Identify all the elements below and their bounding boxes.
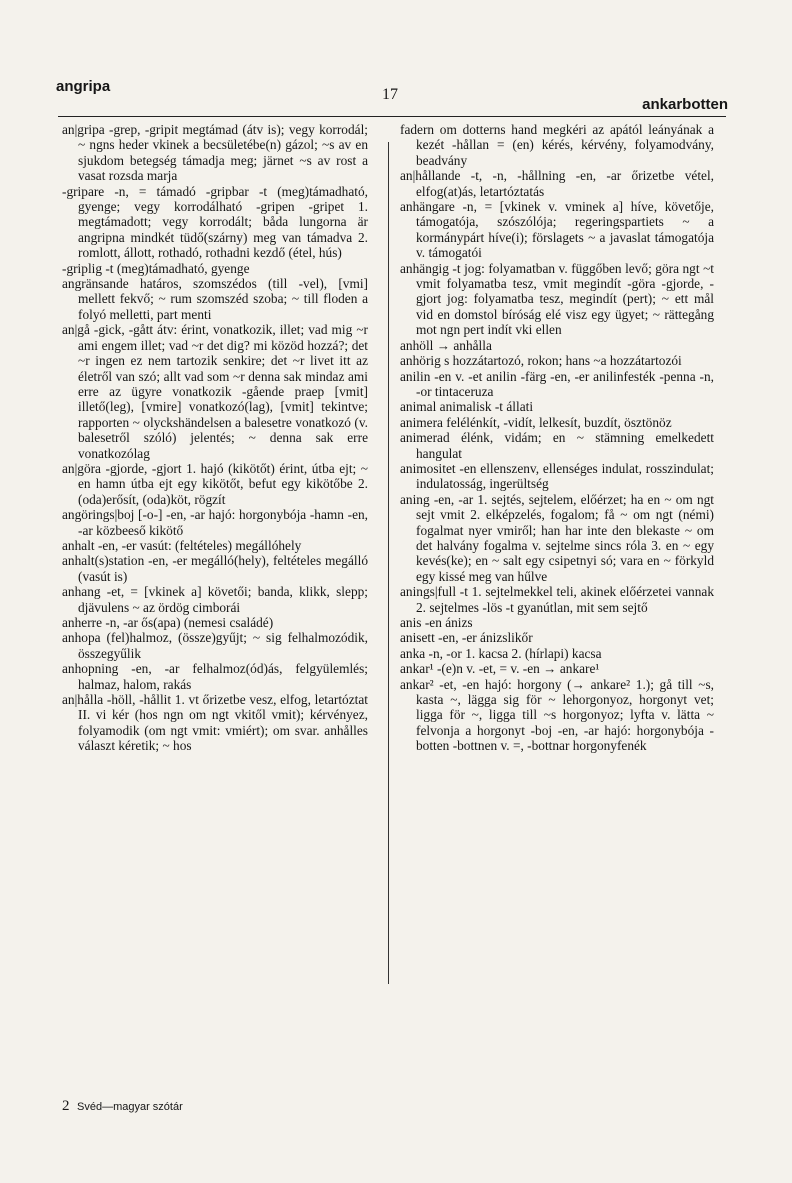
dictionary-entry: anhopning -en, -ar felhalmoz(ód)ás, felgyülemlés; halmaz, halom, rakás [62,661,368,692]
dictionary-entry: anhalt -en, -er vasút: (feltételes) megállóhely [62,537,302,553]
dictionary-entry: animal animalisk -t állati [400,399,534,415]
dictionary-entry: angränsande határos, szomszédos (till -vel), [vmi] mellett fekvő; ~ rum szomszéd szoba; ~ till floden a folyó melletti, part menti [62,276,368,322]
dictionary-entry: -griplig -t (meg)támadható, gyenge [62,260,250,276]
dictionary-entry: an|gå -gick, -gått átv: érint, vonatkozik, illet; vad mig ~r ami engem illet; vad ~r det dig? mi közöd hozzá?; det ~r ingen ez nem tartozik senkire; det ~r livet itt az életről van szó; allt vad som ~r denna sak mindaz ami erre az ügyre vonatkozik -gående praep [vmit] illető(leg), [vmire] vonatkozó(lag), [vmit] tekintve; rapporten ~ olyckshändelsen a balesetre vonatkozó (v. balesetről szóló) jelentés; ~ denna sak erre vonatkozólag [62,322,368,461]
dictionary-entry: angörings|boj [-o-] -en, -ar hajó: horgonybója -hamn -en, -ar közbeeső kikötő [62,507,368,538]
dictionary-entry: an|hålla -höll, -hållit 1. vt őrizetbe vesz, elfog, letartóztat II. vi kér (hos ngn om ngt vkitől vmit); kérvényez, folyamodik (om ngt vmit: vmiért); om svar. anhålles választ kéretik; ~ hos [62,692,368,754]
dictionary-entry: anhang -et, = [vkinek a] követői; banda, klikk, slepp; djävulens ~ az ördög cimborái [62,584,368,615]
signature-number: 2 [62,1098,70,1114]
left-guideword: angripa [56,78,111,95]
page-number: 17 [382,86,398,103]
dictionary-entry: ankar² -et, -en hajó: horgony (→ ankare² 1.); gå till ~s, kasta ~, lägga sig för ~ lehorgonyoz, horgonyt vet; ligga för ~, ligga till ~s horgonyoz; lyfta v. lätta ~ felvonja a horgonyt -boj -en, -ar hajó: horgonybója -botten -bottnen v. =, -bottnar horgonyfenék [400,676,714,754]
dictionary-entry: anings|full -t 1. sejtelmekkel teli, akinek előérzetei vannak 2. sejtelmes -lös -t gyanútlan, mit sem sejtő [400,584,714,615]
dictionary-entry: animerad élénk, vidám; en ~ stämning emelkedett hangulat [400,430,714,461]
dictionary-entry: -gripare -n, = támadó -gripbar -t (meg)támadható, gyenge; vegy korrodálható -gripen -gripet 1. megtámadott; vegy korrodált; båda lungorna är angripna mindkét tüdő(szárny) meg van támadva 2. romlott, állott, rothadó, rothadni kezdő (étel, hús) [62,183,368,261]
dictionary-entry: anhängare -n, = [vkinek v. vminek a] híve, követője, támogatója, szószólója; regeringspartiets ~ a kormánypárt híve(i); förslagets ~ a javaslat támogatója v. támogatói [400,199,714,261]
dictionary-entry: fadern om dotterns hand megkéri az apától leányának a kezét -hållan = (en) kérés, kérvény, folyamodvány, beadvány [400,122,714,168]
dictionary-entry: an|göra -gjorde, -gjort 1. hajó (kikötőt) érint, útba ejt; ~ en hamn útba ejt egy kikötőt, befut egy kikötőbe 2. (oda)erősít, (oda)köt, rögzít [62,460,368,507]
dictionary-entry: animositet -en ellenszenv, ellenséges indulat, rosszindulat; indulatosság, ingerültség [400,460,714,492]
signature-title: Svéd—magyar szótár [77,1101,183,1113]
dictionary-entry: anis -en ánizs [400,615,473,630]
dictionary-entry: anka -n, -or 1. kacsa 2. (hírlapi) kacsa [400,645,602,661]
right-guideword: ankarbotten [642,96,728,113]
dictionary-entry: anisett -en, -er ánizslikőr [400,630,533,646]
sheet-signature [62,1098,183,1115]
dictionary-entry: anilin -en v. -et anilin -färg -en, -er anilinfesték -penna -n, -or tintaceruza [400,368,714,399]
dictionary-entry: ankar¹ -(e)n v. -et, = v. -en → ankare¹ [400,661,600,677]
dictionary-entry: anherre -n, -ar ős(apa) (nemesi családé) [62,615,274,630]
dictionary-entry: anhängig -t jog: folyamatban v. függőben levő; göra ngt ~t vmit folyamatba tesz, vmit megindít -göra -gjorde, -gjort jog: folyamatba tesz, megindít (pert); ~ ett mål vid en domstol bíróság elé visz egy ügyet; ~ rättegång mot ngn pert indít vki ellen [400,260,714,338]
right-column [400,122,714,754]
dictionary-entry: anhopa (fel)halmoz, (össze)gyűjt; ~ sig felhalmozódik, összegyűlik [62,630,368,661]
dictionary-entry: animera felélénkít, -vidít, lelkesít, buzdít, ösztönöz [400,414,672,430]
dictionary-entry: aning -en, -ar 1. sejtés, sejtelem, előérzet; ha en ~ om ngt sejt vmit 2. elképzelés, fogalom; få ~ om ngt (némi) fogalmat nyer vmiről; han har inte den blekaste ~ om det halvány fogalma v. sejtelme sincs róla 3. en ~ egy kevés(ke); en ~ salt egy csipetnyi só; vara en ~ förkyld egy kissé meg van hűlve [400,491,714,584]
dictionary-entry: anhalt(s)station -en, -er megálló(hely), feltételes megálló (vasút is) [62,553,368,584]
dictionary-entry: anhöll → anhålla [400,337,492,353]
dictionary-entry: an|gripa -grep, -gripit megtámad (átv is); vegy korrodál; ~ ngns heder vkinek a becsületébe(n) gázol; ~s av en sjukdom betegség támadja meg; järnet ~s av rost a vasat rozsda marja [62,122,368,184]
dictionary-entry: an|hållande -t, -n, -hållning -en, -ar őrizetbe vétel, elfog(at)ás, letartóztatás [400,168,714,199]
dictionary-entry: anhörig s hozzátartozó, rokon; hans ~a hozzátartozói [400,353,682,369]
header-rule [58,116,726,117]
left-column [62,122,368,754]
column-divider [388,142,389,984]
